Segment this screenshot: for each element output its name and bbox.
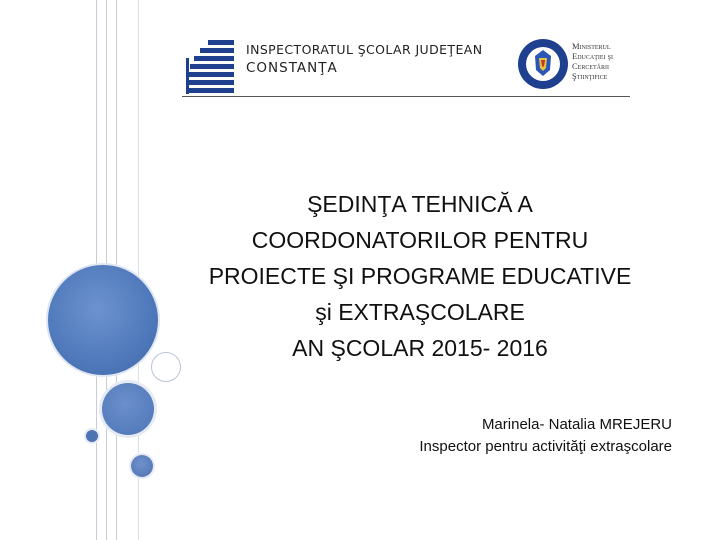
decor-circle-small [131,455,153,477]
decor-circle-medium [102,383,154,435]
ministry-line: Cercetării [572,61,609,71]
title-line: şi EXTRAŞCOLARE [315,299,525,325]
header-logos [182,30,630,100]
title-line: AN ŞCOLAR 2015- 2016 [292,335,548,361]
ministry-line: Ştiinţifice [572,71,608,81]
ministry-name [572,41,632,81]
author-name: Marinela- Natalia MREJERU [481,416,672,433]
author-role: Inspector pentru activităţi extraşcolare [419,438,672,455]
author-block [419,414,672,458]
ministry-line: Ministerul [572,41,611,51]
title-line: COORDONATORILOR PENTRU [251,227,589,253]
header-divider [182,96,630,97]
ministry-crest-icon [517,38,569,90]
school-inspectorate-logo-icon [186,38,236,94]
inspectorate-name: INSPECTORATUL ŞCOLAR JUDEŢEAN [246,42,483,57]
slide-title [160,186,680,366]
ministry-line: Educaţiei şi [572,51,613,61]
title-line: ŞEDINŢA TEHNICĂ A [307,191,533,217]
decor-circle-large [48,265,158,375]
inspectorate-city: CONSTANŢA [246,60,338,76]
decor-circle-dot [86,430,98,442]
title-line: PROIECTE ŞI PROGRAME EDUCATIVE [208,263,632,289]
